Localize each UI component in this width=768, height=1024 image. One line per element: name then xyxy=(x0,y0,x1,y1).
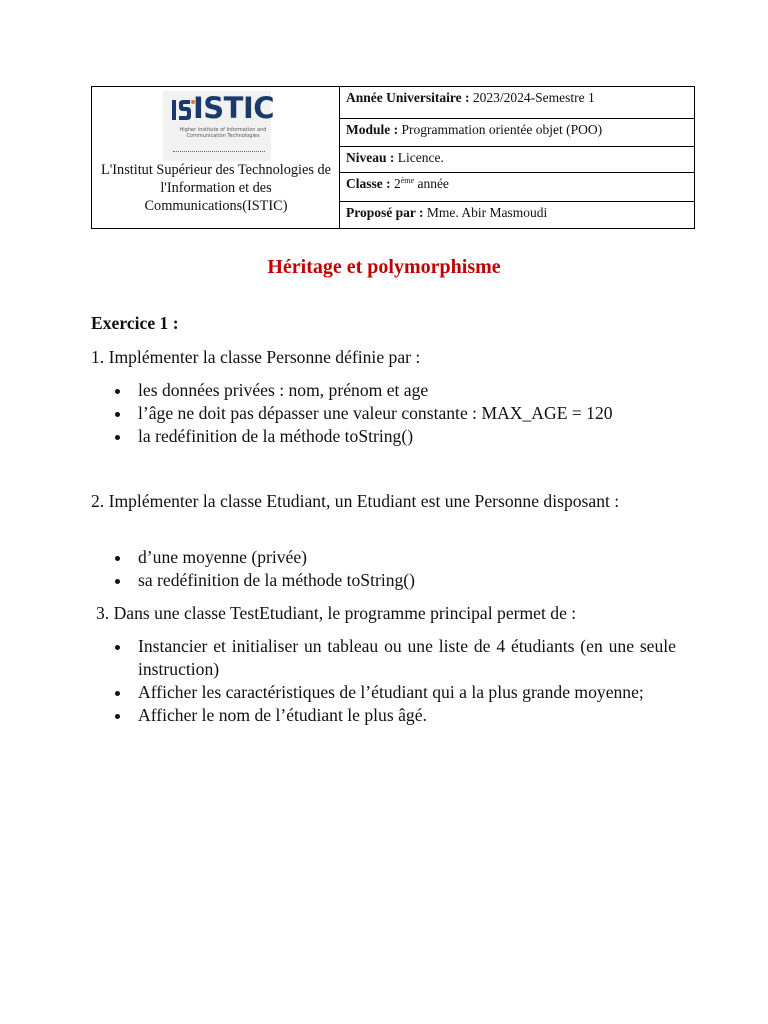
class-label: Classe : xyxy=(346,176,391,191)
module-row xyxy=(340,119,694,147)
question-1: 1. Implémenter la classe Personne définie par : xyxy=(91,347,421,367)
question-3-list xyxy=(91,635,676,727)
author-label: Proposé par : xyxy=(346,205,424,220)
logo-wordmark: ISTIC xyxy=(193,91,275,125)
level-value: Licence. xyxy=(394,150,444,165)
list-item: les données privées : nom, prénom et age xyxy=(91,379,676,402)
question-1-list xyxy=(91,379,676,448)
author-value: Mme. Abir Masmoudi xyxy=(423,205,548,220)
header-table xyxy=(91,86,695,229)
logo-arabic-line xyxy=(173,151,265,157)
logo-subtitle: Higher Institute of Information and Communication Technologies xyxy=(179,127,267,139)
bullet-icon xyxy=(115,389,120,394)
list-item: la redéfinition de la méthode toString() xyxy=(91,425,676,448)
question-2-list xyxy=(91,546,676,592)
author-row xyxy=(340,202,694,228)
institute-cell xyxy=(92,87,340,228)
module-value: Programmation orientée objet (POO) xyxy=(398,122,603,137)
bullet-icon xyxy=(115,412,120,417)
institute-name: L'Institut Supérieur des Technologies de l'Information et des Communications(ISTIC) xyxy=(100,162,331,214)
list-item: Afficher les caractéristiques de l’étudiant qui a la plus grande moyenne; xyxy=(91,681,676,704)
list-item: d’une moyenne (privée) xyxy=(91,546,676,569)
list-item: sa redéfinition de la méthode toString() xyxy=(91,569,676,592)
exercise-heading: Exercice 1 : xyxy=(91,313,179,333)
level-row xyxy=(340,147,694,173)
academic-year-row xyxy=(340,87,694,119)
class-row xyxy=(340,173,694,202)
question-2: 2. Implémenter la classe Etudiant, un Etudiant est une Personne disposant : xyxy=(91,491,620,511)
bullet-icon xyxy=(115,691,120,696)
document-title: Héritage et polymorphisme xyxy=(267,256,501,278)
list-item: l’âge ne doit pas dépasser une valeur constante : MAX_AGE = 120 xyxy=(91,402,676,425)
list-item: Afficher le nom de l’étudiant le plus âgé. xyxy=(91,704,676,727)
academic-year-label: Année Universitaire : xyxy=(346,90,470,105)
info-cells xyxy=(340,87,694,228)
class-value-superscript: ème xyxy=(400,176,415,185)
bullet-icon xyxy=(115,714,120,719)
bullet-icon xyxy=(115,435,120,440)
bullet-icon xyxy=(115,645,120,650)
question-3: 3. Dans une classe TestEtudiant, le programme principal permet de : xyxy=(96,603,577,623)
academic-year-value: 2023/2024-Semestre 1 xyxy=(469,90,595,105)
class-value-suffix: année xyxy=(414,176,449,191)
list-item: Instancier et initialiser un tableau ou une liste de 4 étudiants (en une seule instruction) xyxy=(91,635,676,681)
bullet-icon xyxy=(115,579,120,584)
istic-logo xyxy=(163,91,275,161)
class-value-prefix: 2 xyxy=(390,176,401,191)
module-label: Module : xyxy=(346,122,399,137)
bullet-icon xyxy=(115,556,120,561)
level-label: Niveau : xyxy=(346,150,395,165)
